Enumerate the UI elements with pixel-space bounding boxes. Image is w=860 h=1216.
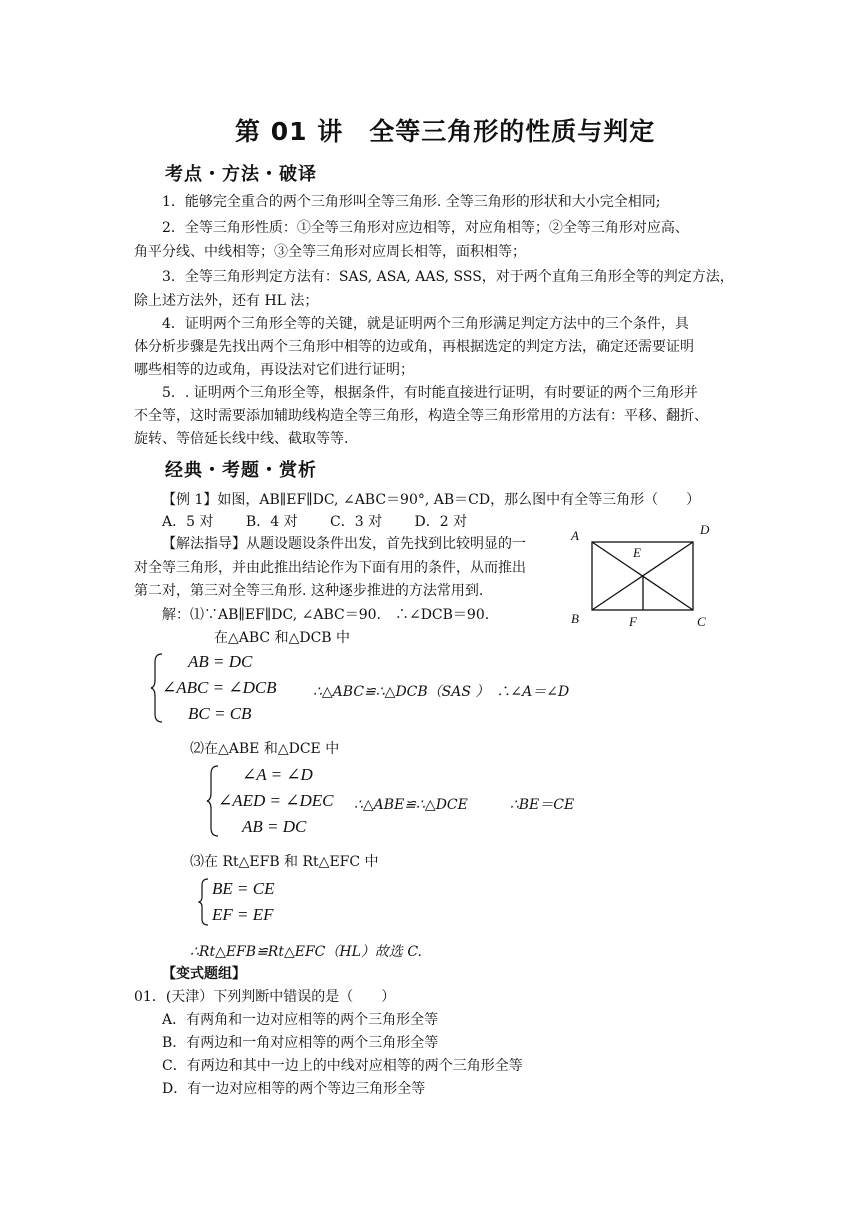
point-5: 5．. 证明两个三角形全等，根据条件，有时能直接进行证明，有时要证的两个三角形并 [162,385,698,401]
label-a: A [571,528,579,543]
variant-option-d: D．有一边对应相等的两个等边三角形全等 [162,1081,426,1097]
point-3-cont: 除上述方法外，还有 HL 法； [134,293,319,309]
system-3-line-2: EF = EF [212,905,274,924]
solution-guide-1: 【解法指导】从题设题设条件出发，首先找到比较明显的一 [162,536,526,552]
example-1-options: A．5 对 B．4 对 C．3 对 D．2 对 [162,514,468,530]
system-1-line-3: BC = CB [188,704,252,723]
system-2-conclusion: ∴△ABE≌∴△DCE ∴BE＝CE [354,797,575,813]
point-4: 4．证明两个三角形全等的关键，就是证明两个三角形满足判定方法中的三个条件，具 [162,316,689,332]
example-1-question: 【例 1】如图，AB∥EF∥DC, ∠ABC＝90°, AB＝CD，那么图中有全等三角形（ ） [162,492,701,508]
solution-guide-2: 对全等三角形，并由此推出结论作为下面有用的条件，从而推出 [134,560,526,576]
label-b: B [571,611,579,626]
system-1-line-2: ∠ABC = ∠DCB [162,678,277,697]
label-d: D [700,522,710,537]
point-5-cont2: 旋转、等倍延长线中线、截取等等. [134,431,349,447]
page-title: 第 01 讲 全等三角形的性质与判定 [235,117,656,146]
label-e: E [633,545,641,560]
solution-guide-3: 第二对，第三对全等三角形. 这种逐步推进的方法常用到. [134,583,484,599]
point-4-cont: 体分析步骤是先找出两个三角形中相等的边或角，再根据选定的判定方法，确定还需要证明 [134,339,694,355]
point-3: 3．全等三角形判定方法有：SAS, ASA, AAS, SSS，对于两个直角三角形全等的判定方法， [162,269,734,285]
solution-step-2: ⑵在△ABE 和△DCE 中 [190,741,340,757]
point-2-cont: 角平分线、中线相等；③全等三角形对应周长相等，面积相等； [134,244,526,260]
system-1-conclusion: ∴△ABC≌∴△DCB（SAS ） ∴∠A＝∠D [313,684,570,700]
variant-option-b: B．有两边和一角对应相等的两个三角形全等 [162,1035,439,1051]
solution-final: ∴Rt△EFB≌Rt△EFC（HL）故选 C. [190,944,422,960]
label-f: F [629,614,637,629]
system-2-line-2: ∠AED = ∠DEC [218,791,334,810]
system-2-line-1: ∠A = ∠D [242,765,313,784]
system-2-line-3: AB = DC [242,817,307,836]
variant-option-a: A．有两角和一边对应相等的两个三角形全等 [162,1012,439,1028]
system-3-line-1: BE = CE [212,879,275,898]
system-3-brace [198,877,210,931]
point-4-cont2: 哪些相等的边或角，再设法对它们进行证明； [134,362,414,378]
system-1-line-1: AB = DC [188,652,253,671]
label-c: C [697,614,706,629]
variant-option-c: C．有两边和其中一边上的中线对应相等的两个三角形全等 [162,1058,523,1074]
section-heading-key-points: 考点・方法・破译 [165,164,317,185]
solution-step-1: 解：⑴∵AB∥EF∥DC, ∠ABC＝90. ∴∠DCB＝90. [162,607,490,623]
section-heading-examples: 经典・考题・赏析 [165,460,317,481]
point-5-cont: 不全等，这时需要添加辅助线构造全等三角形，构造全等三角形常用的方法有：平移、翻折、 [134,408,708,424]
variant-heading: 【变式题组】 [162,966,246,982]
solution-step-3: ⑶在 Rt△EFB 和 Rt△EFC 中 [190,854,379,870]
variant-question-1: 01．(天津）下列判断中错误的是（ ） [134,989,396,1005]
solution-step-1b: 在△ABC 和△DCB 中 [214,630,351,646]
geometry-figure [565,520,725,635]
brace-icon [198,877,210,927]
point-1: 1．能够完全重合的两个三角形叫全等三角形. 全等三角形的形状和大小完全相同; [162,194,661,210]
point-2: 2．全等三角形性质：①全等三角形对应边相等，对应角相等；②全等三角形对应高、 [162,220,689,236]
